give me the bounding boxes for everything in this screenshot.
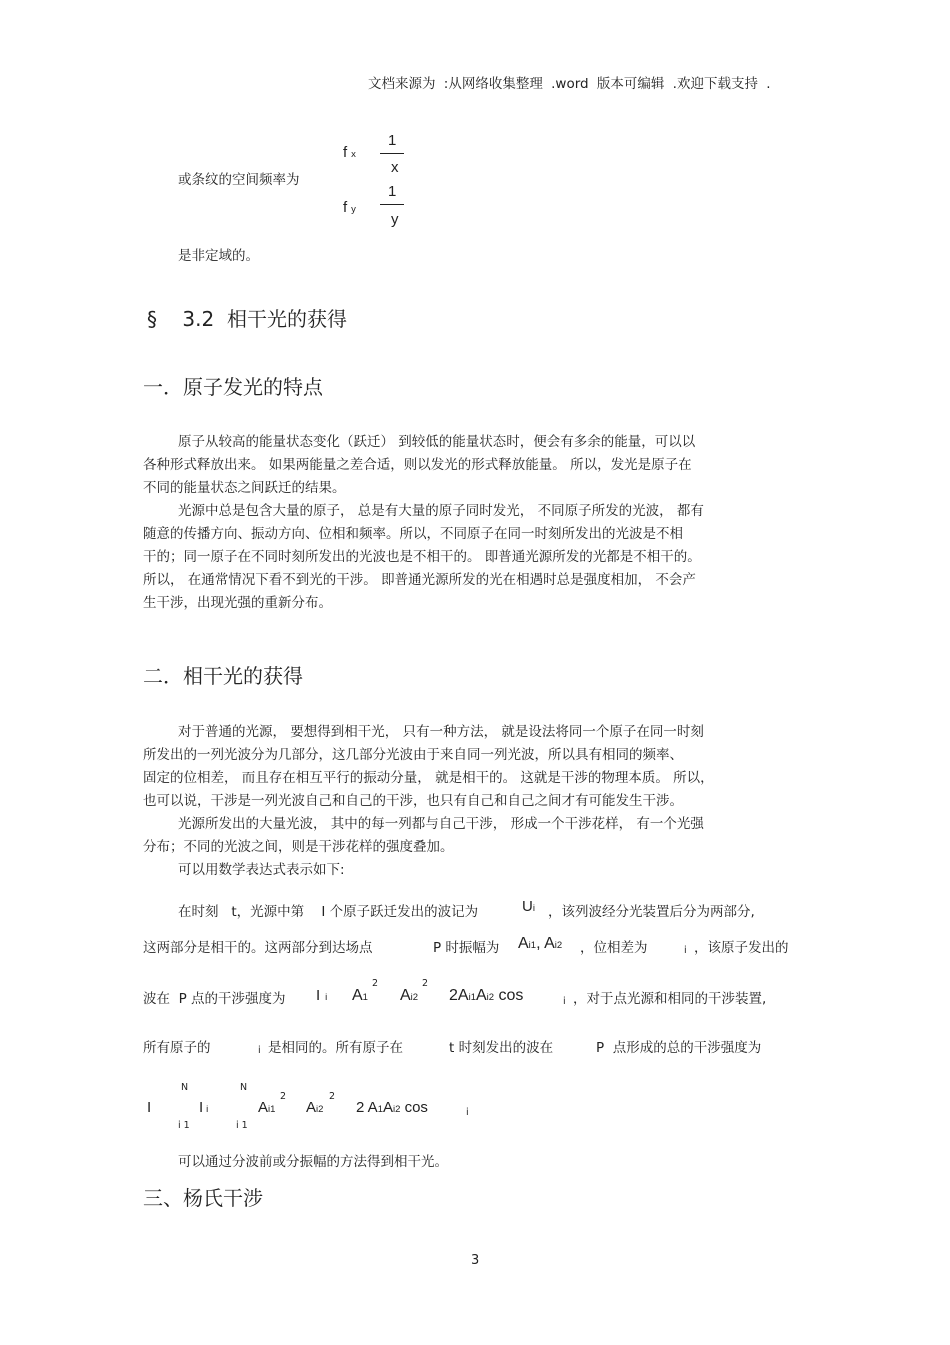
p1-line: 各种形式释放出来。 如果两能量之差合适，则以发光的形式释放能量。 所以，发光是原子在 (143, 457, 692, 473)
p3-line: 对于普通的光源， 要想得到相干光， 只有一种方法， 就是设法将同一个原子在同一时刻 (178, 724, 704, 740)
sum-square-1: 2 (280, 1091, 287, 1102)
phase-subscript: i (684, 945, 687, 956)
fx-denominator: x (391, 159, 399, 176)
frequency-label: 或条纹的空间频率为 (178, 172, 300, 188)
fx-symbol: fx (343, 144, 356, 161)
intensity-i: Ii (316, 987, 328, 1004)
p2-line: 随意的传播方向、振动方向、位相和频率。所以，不同原子在同一时刻所发出的光波是不相 (143, 526, 683, 542)
p2-line: 光源中总是包含大量的原子， 总是有大量的原子同时发光， 不同原子所发的光波， 都有 (178, 503, 704, 519)
p2-line: 生干涉，出现光强的重新分布。 (143, 595, 332, 611)
fx-fraction-line (380, 153, 404, 154)
fx-numerator: 1 (388, 132, 397, 149)
square-2: 2 (422, 978, 429, 989)
sum-lower-1: i 1 (178, 1120, 190, 1131)
heading-2: 二．相干光的获得 (143, 664, 303, 688)
fy-fraction-line (380, 204, 404, 205)
paragraph-6: 可以通过分波前或分振幅的方法得到相干光。 (178, 1154, 448, 1170)
sum-upper-n-1: N (181, 1082, 189, 1093)
fy-denominator: y (391, 211, 399, 228)
total-intensity-i: I (147, 1099, 152, 1116)
math4-text-a: 所有原子的 (143, 1040, 211, 1056)
sum-upper-n-2: N (240, 1082, 248, 1093)
p3-line: 固定的位相差， 而且存在相互平行的振动分量， 就是相干的。 这就是干涉的物理本质。 所以， (143, 770, 714, 786)
p4-line: 分布；不同的光波之间，则是干涉花样的强度叠加。 (143, 839, 454, 855)
math3-text-b: ，对于点光源和相同的干涉装置, (573, 991, 767, 1007)
p4-line: 光源所发出的大量光波， 其中的每一列都与自己干涉， 形成一个干涉花样， 有一个光强 (178, 816, 704, 832)
p5-line: 可以用数学表达式表示如下: (178, 862, 345, 878)
paragraph-3 (143, 721, 803, 882)
nonlocal-text: 是非定域的。 (178, 248, 259, 264)
page-header: 文档来源为 :从网络收集整理 .word 版本可编辑 .欢迎下载支持 . (368, 76, 771, 92)
phase-subscript: i (563, 996, 566, 1007)
p1-line: 不同的能量状态之间跃迁的结果。 (143, 480, 346, 496)
fy-symbol: fy (343, 199, 356, 216)
phase-subscript: i (258, 1045, 261, 1056)
p2-line: 干的；同一原子在不同时刻所发出的光波也是不相干的。 即普通光源所发的光都是不相干的。 (143, 549, 701, 565)
section-title: § 3.2 相干光的获得 (147, 307, 347, 331)
math4-time-t: t 时刻发出的波在 (449, 1040, 554, 1056)
sum-term-ii: Ii (199, 1099, 209, 1116)
math3-text-a: 波在 P 点的干涉强度为 (143, 991, 286, 1007)
math1-text-b: ，该列波经分光装置后分为两部分, (548, 904, 755, 920)
sum-amp-a1: Ai1 (258, 1099, 276, 1116)
wave-u-symbol: Ui (522, 898, 535, 915)
amp-a1-squared: A1 (352, 987, 368, 1004)
math1-text-a: 在时刻 t，光源中第 I 个原子跃迁发出的波记为 (178, 904, 479, 920)
square-1: 2 (372, 978, 379, 989)
amplitude-symbols: Ai1, Ai2 (518, 935, 563, 952)
heading-1: 一．原子发光的特点 (143, 375, 323, 399)
math2-text-b: ，位相差为 (580, 940, 648, 956)
p2-line: 所以， 在通常情况下看不到光的干涉。 即普通光源所发的光在相遇时总是强度相加， 不会产 (143, 572, 696, 588)
math4-text-c: P 点形成的总的干涉强度为 (596, 1040, 762, 1056)
p1-line: 原子从较高的能量状态变化（跃迁） 到较低的能量状态时，便会有多余的能量，可以以 (178, 434, 696, 450)
sum-cross-term: 2 A1Ai2 cos (356, 1099, 428, 1116)
paragraph-1 (143, 431, 803, 615)
math2-text-c: ，该原子发出的 (694, 940, 789, 956)
heading-3: 三、杨氏干涉 (143, 1186, 263, 1210)
p3-line: 所发出的一列光波分为几部分，这几部分光波由于来自同一列光波，所以具有相同的频率、 (143, 747, 683, 763)
page-number: 3 (471, 1253, 480, 1268)
amp-a2-squared: Ai2 (400, 987, 419, 1004)
sum-square-2: 2 (329, 1091, 336, 1102)
p3-line: 也可以说，干涉是一列光波自己和自己的干涉，也只有自己和自己之间才有可能发生干涉。 (143, 793, 683, 809)
sum-phase-subscript: i (466, 1107, 469, 1118)
math2-point-p: P 时振幅为 (433, 940, 500, 956)
fy-numerator: 1 (388, 183, 397, 200)
cross-term: 2Ai1Ai2 cos (449, 987, 524, 1004)
math2-text-a: 这两部分是相干的。这两部分到达场点 (143, 940, 373, 956)
sum-amp-a2: Ai2 (306, 1099, 324, 1116)
sum-lower-2: i 1 (236, 1120, 248, 1131)
math4-text-b: 是相同的。所有原子在 (268, 1040, 403, 1056)
